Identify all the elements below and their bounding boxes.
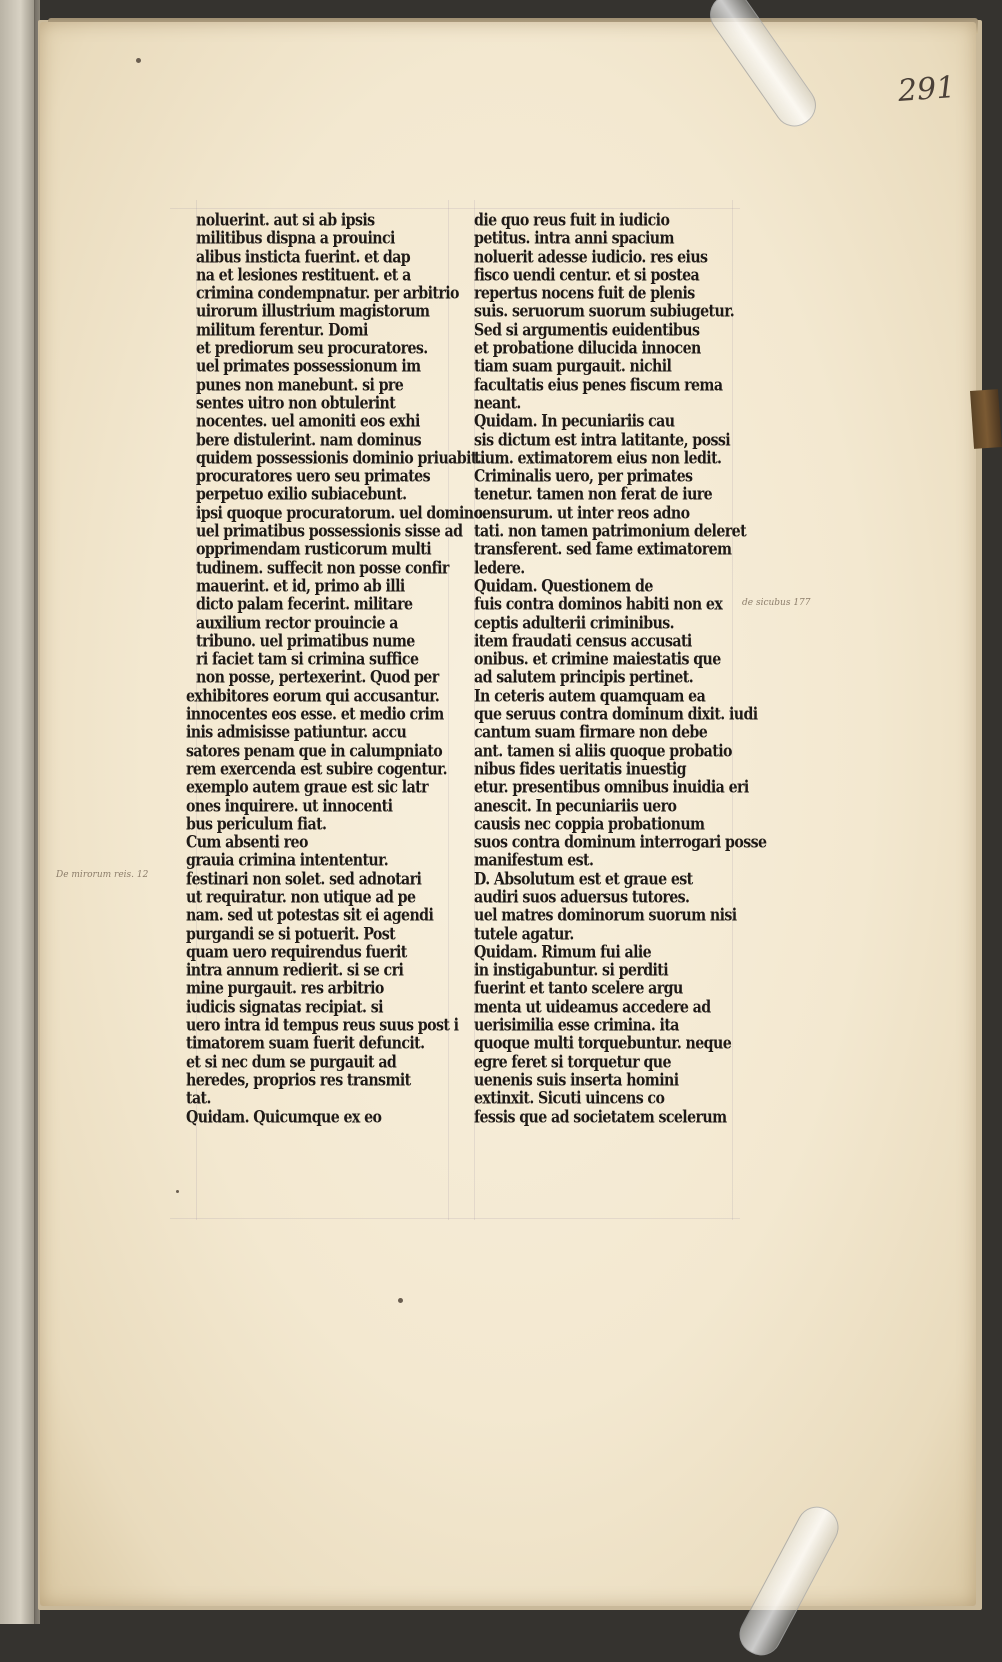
- text-line: crimina condempnatur. per arbitrio: [196, 284, 459, 304]
- text-line: ipsi quoque procuratorum. uel domino.: [196, 504, 487, 524]
- text-line: ri faciet tam si crimina suffice: [196, 650, 419, 670]
- text-line: onibus. et crimine maiestatis que: [474, 650, 721, 670]
- folio-number: 291: [896, 70, 957, 109]
- text-line: censurum. ut inter reos adno: [474, 504, 690, 524]
- text-line: noluerit adesse iudicio. res eius: [474, 248, 708, 268]
- text-line: heredes, proprios res transmit: [186, 1071, 411, 1091]
- text-line: in instigabuntur. si perditi: [474, 961, 669, 981]
- text-line: opprimendam rusticorum multi: [196, 540, 432, 560]
- text-line: noluerint. aut si ab ipsis: [196, 211, 375, 231]
- marginal-note-left: De mirorum reis. 12: [56, 870, 149, 880]
- text-line: uel primates possessionum im: [196, 357, 421, 377]
- text-line: etur. presentibus omnibus inuidia eri: [474, 778, 749, 798]
- bookmark-ribbon: [970, 389, 1002, 449]
- text-line: nam. sed ut potestas sit ei agendi: [186, 906, 434, 926]
- text-line: In ceteris autem quamquam ea: [474, 687, 706, 707]
- text-line: extinxit. Sicuti uincens co: [474, 1089, 665, 1109]
- text-line: fessis que ad societatem scelerum: [474, 1108, 727, 1127]
- pin-hole: [136, 58, 141, 63]
- text-line: transferent. sed fame extimatorem: [474, 540, 732, 560]
- text-line: intra annum redierit. si se cri: [186, 961, 404, 981]
- text-line: ones inquirere. ut innocenti: [186, 797, 393, 816]
- pin-hole: [176, 1190, 179, 1193]
- text-line: Quidam. Rimum fui alie: [474, 943, 652, 963]
- text-line: Cum absenti reo: [186, 833, 308, 853]
- text-line: dicto palam fecerint. militare: [196, 595, 413, 615]
- text-line: tium. extimatorem eius non ledit.: [474, 449, 722, 469]
- text-line: anescit. In pecuniariis uero: [474, 797, 677, 816]
- text-line: Quidam. Quicumque ex eo: [186, 1108, 382, 1127]
- text-line: festinari non solet. sed adnotari: [186, 870, 422, 890]
- text-line: manifestum est.: [474, 851, 594, 871]
- text-line: Quidam. Questionem de: [474, 577, 653, 597]
- text-line: na et lesiones restituent. et a: [196, 266, 411, 286]
- text-line: punes non manebunt. si pre: [196, 376, 404, 396]
- text-line: iudicis signatas recipiat. si: [186, 998, 383, 1018]
- text-line: uerisimilia esse crimina. ita: [474, 1016, 679, 1036]
- text-column-left: [186, 211, 487, 1127]
- text-line: neant.: [474, 394, 521, 414]
- text-line: timatorem suam fuerit defuncit.: [186, 1034, 425, 1054]
- text-line: petitus. intra anni spacium: [474, 229, 674, 249]
- text-line: repertus nocens fuit de plenis: [474, 284, 695, 304]
- text-line: suos contra dominum interrogari posse: [474, 833, 767, 853]
- text-line: nibus fides ueritatis inuestig: [474, 760, 686, 780]
- text-line: tati. non tamen patrimonium deleret: [474, 522, 747, 542]
- text-line: bere distulerint. nam dominus: [196, 431, 422, 450]
- text-line: exemplo autem graue est sic latr: [186, 778, 429, 798]
- text-line: tenetur. tamen non ferat de iure: [474, 485, 713, 505]
- text-line: sentes uitro non obtulerint: [196, 394, 396, 414]
- text-line: facultatis eius penes fiscum rema: [474, 376, 723, 396]
- text-line: militibus dispna a prouinci: [196, 229, 395, 249]
- text-line: auxilium rector prouincie a: [196, 614, 398, 633]
- ruling-line: [170, 208, 740, 209]
- text-line: D. Absolutum est et graue est: [474, 870, 693, 890]
- text-line: mauerint. et id, primo ab illi: [196, 577, 405, 597]
- text-line: procuratores uero seu primates: [196, 467, 430, 487]
- text-line: quoque multi torquebuntur. neque: [474, 1034, 732, 1054]
- text-column-right: [474, 211, 767, 1127]
- text-line: tat.: [186, 1089, 211, 1109]
- text-line: grauia crimina intententur.: [186, 851, 389, 871]
- text-line: ledere.: [474, 559, 525, 579]
- text-line: bus periculum fiat.: [186, 815, 327, 835]
- text-line: satores penam que in calumpniato: [186, 742, 443, 762]
- text-line: Criminalis uero, per primates: [474, 467, 693, 487]
- text-line: non posse, pertexerint. Quod per: [196, 668, 439, 688]
- text-line: innocentes eos esse. et medio crim: [186, 705, 444, 725]
- text-line: rem exercenda est subire cogentur.: [186, 760, 447, 780]
- previous-leaf-edge: [0, 0, 35, 1624]
- text-line: causis nec coppia probationum: [474, 815, 705, 835]
- text-line: inis admisisse patiuntur. accu: [186, 723, 407, 743]
- ruling-line: [448, 200, 449, 1220]
- text-line: ceptis adulterii criminibus.: [474, 614, 675, 633]
- text-line: alibus insticta fuerint. et dap: [196, 248, 411, 268]
- ruling-line: [170, 1218, 740, 1219]
- text-line: fuerint et tanto scelere argu: [474, 980, 683, 999]
- text-line: et si nec dum se purgauit ad: [186, 1053, 397, 1073]
- text-line: quidem possessionis dominio priuabit.: [196, 449, 482, 469]
- text-line: uenenis suis inserta homini: [474, 1071, 679, 1091]
- text-line: mine purgauit. res arbitrio: [186, 980, 384, 999]
- text-line: tribuno. uel primatibus nume: [196, 632, 415, 652]
- text-line: tudinem. suffecit non posse confir: [196, 559, 449, 579]
- text-line: purgandi se si potuerit. Post: [186, 925, 396, 944]
- text-line: uel matres dominorum suorum nisi: [474, 906, 737, 926]
- text-line: tiam suam purgauit. nichil: [474, 357, 672, 377]
- text-line: et prediorum seu procuratores.: [196, 339, 428, 359]
- text-line: suis. seruorum suorum subiugetur.: [474, 303, 735, 322]
- text-line: uero intra id tempus reus suus post i: [186, 1016, 459, 1036]
- text-line: audiri suos aduersus tutores.: [474, 888, 690, 908]
- text-line: item fraudati census accusati: [474, 632, 692, 652]
- marginal-note-right: de sicubus 177: [742, 598, 811, 608]
- text-line: nocentes. uel amoniti eos exhi: [196, 412, 420, 432]
- text-line: Sed si argumentis euidentibus: [474, 321, 700, 341]
- text-line: Quidam. In pecuniariis cau: [474, 412, 675, 432]
- text-line: ad salutem principis pertinet.: [474, 668, 694, 688]
- text-line: exhibitores eorum qui accusantur.: [186, 687, 440, 707]
- text-line: tutele agatur.: [474, 925, 574, 944]
- text-line: sis dictum est intra latitante, possi: [474, 431, 731, 450]
- text-line: perpetuo exilio subiacebunt.: [196, 485, 407, 505]
- text-line: que seruus contra dominum dixit. iudi: [474, 705, 758, 725]
- text-line: militum ferentur. Domi: [196, 321, 368, 341]
- text-line: menta ut uideamus accedere ad: [474, 998, 711, 1018]
- text-line: die quo reus fuit in iudicio: [474, 211, 670, 231]
- text-line: quam uero requirendus fuerit: [186, 943, 407, 963]
- text-line: ant. tamen si aliis quoque probatio: [474, 742, 732, 762]
- pin-hole: [398, 1298, 403, 1303]
- text-line: egre feret si torquetur que: [474, 1053, 671, 1073]
- text-line: fuis contra dominos habiti non ex: [474, 595, 723, 615]
- text-line: et probatione dilucida innocen: [474, 339, 701, 359]
- text-line: fisco uendi centur. et si postea: [474, 266, 700, 286]
- text-line: uel primatibus possessionis sisse ad: [196, 522, 463, 542]
- text-line: ut requiratur. non utique ad pe: [186, 888, 416, 908]
- text-line: uirorum illustrium magistorum: [196, 303, 430, 322]
- text-line: cantum suam firmare non debe: [474, 723, 708, 743]
